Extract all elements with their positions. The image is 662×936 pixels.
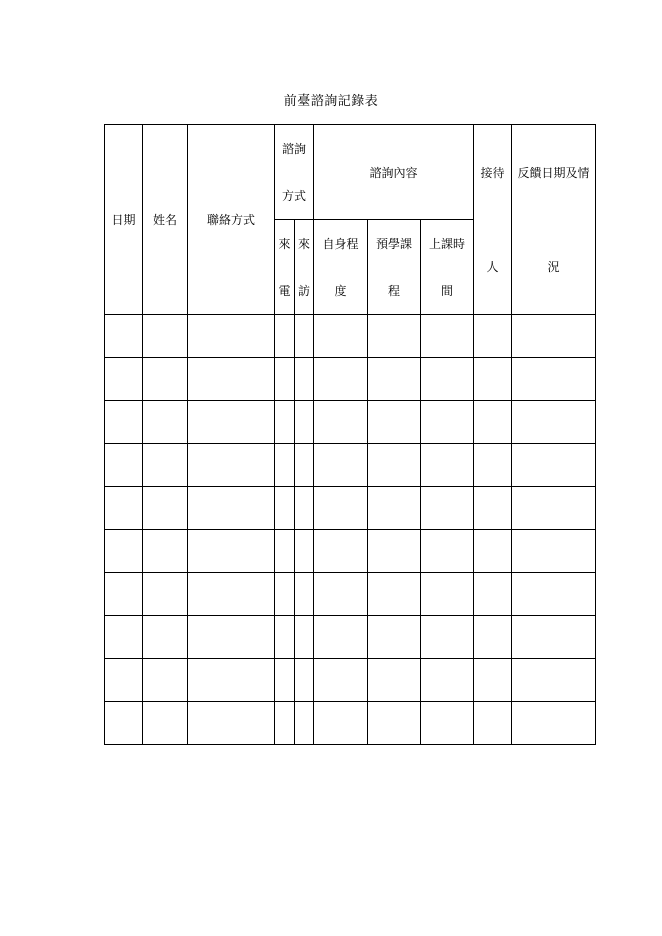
cell-name[interactable]: [143, 315, 188, 358]
header-course-line2: 程: [388, 284, 401, 298]
header-level-line1: 自身程: [322, 237, 359, 251]
header-name: 姓名: [143, 125, 188, 315]
header-time-line2: 間: [441, 284, 454, 298]
table-row: [105, 315, 596, 358]
cell-time[interactable]: [421, 573, 474, 616]
cell-phone[interactable]: [275, 573, 295, 616]
cell-receptionist[interactable]: [474, 530, 512, 573]
header-receptionist: [474, 125, 512, 315]
cell-feedback[interactable]: [512, 530, 596, 573]
header-feedback: [512, 125, 596, 315]
cell-level[interactable]: [314, 358, 368, 401]
table-row: [105, 616, 596, 659]
cell-time[interactable]: [421, 358, 474, 401]
header-visit-line2: 訪: [298, 284, 311, 298]
header-level-line2: 度: [334, 284, 347, 298]
cell-feedback[interactable]: [512, 444, 596, 487]
cell-visit[interactable]: [295, 616, 314, 659]
cell-receptionist[interactable]: [474, 444, 512, 487]
cell-name[interactable]: [143, 702, 188, 745]
cell-contact[interactable]: [188, 401, 275, 444]
cell-receptionist[interactable]: [474, 401, 512, 444]
cell-name[interactable]: [143, 530, 188, 573]
cell-visit[interactable]: [295, 401, 314, 444]
table-row: [105, 401, 596, 444]
header-contact: 聯絡方式: [188, 125, 275, 315]
cell-name[interactable]: [143, 487, 188, 530]
cell-phone[interactable]: [275, 616, 295, 659]
cell-course[interactable]: [368, 573, 421, 616]
cell-level[interactable]: [314, 530, 368, 573]
cell-level[interactable]: [314, 487, 368, 530]
cell-receptionist[interactable]: [474, 659, 512, 702]
page-title: 前臺諮詢記錄表: [283, 94, 379, 109]
header-visit-line1: 來: [298, 237, 311, 251]
cell-feedback[interactable]: [512, 702, 596, 745]
header-feedback-line2: 況: [547, 260, 560, 274]
cell-visit[interactable]: [295, 315, 314, 358]
data-rows: [105, 315, 596, 745]
cell-time[interactable]: [421, 315, 474, 358]
cell-phone[interactable]: [275, 659, 295, 702]
cell-date[interactable]: [105, 702, 143, 745]
cell-receptionist[interactable]: [474, 358, 512, 401]
cell-name[interactable]: [143, 573, 188, 616]
cell-date[interactable]: [105, 659, 143, 702]
header-date: 日期: [105, 125, 143, 315]
cell-feedback[interactable]: [512, 659, 596, 702]
cell-name[interactable]: [143, 444, 188, 487]
cell-date[interactable]: [105, 487, 143, 530]
header-method: [275, 125, 314, 220]
cell-receptionist[interactable]: [474, 487, 512, 530]
cell-phone[interactable]: [275, 401, 295, 444]
cell-level[interactable]: [314, 444, 368, 487]
cell-time[interactable]: [421, 401, 474, 444]
header-course: [368, 220, 421, 315]
header-visit: [295, 220, 314, 315]
cell-course[interactable]: [368, 487, 421, 530]
cell-phone[interactable]: [275, 315, 295, 358]
cell-course[interactable]: [368, 315, 421, 358]
cell-name[interactable]: [143, 401, 188, 444]
cell-level[interactable]: [314, 702, 368, 745]
table-row: [105, 358, 596, 401]
header-row-1: [105, 125, 596, 220]
cell-date[interactable]: [105, 358, 143, 401]
cell-name[interactable]: [143, 659, 188, 702]
cell-contact[interactable]: [188, 530, 275, 573]
cell-receptionist[interactable]: [474, 702, 512, 745]
cell-visit[interactable]: [295, 659, 314, 702]
cell-time[interactable]: [421, 659, 474, 702]
header-receptionist-line2: 人: [486, 260, 499, 274]
cell-visit[interactable]: [295, 702, 314, 745]
cell-level[interactable]: [314, 315, 368, 358]
cell-receptionist[interactable]: [474, 315, 512, 358]
cell-feedback[interactable]: [512, 487, 596, 530]
cell-feedback[interactable]: [512, 616, 596, 659]
cell-phone[interactable]: [275, 702, 295, 745]
header-phone: [275, 220, 295, 315]
cell-contact[interactable]: [188, 616, 275, 659]
table-row: [105, 530, 596, 573]
cell-name[interactable]: [143, 358, 188, 401]
cell-level[interactable]: [314, 573, 368, 616]
header-feedback-line1: 反饋日期及情: [517, 166, 590, 180]
cell-date[interactable]: [105, 315, 143, 358]
cell-contact[interactable]: [188, 444, 275, 487]
cell-time[interactable]: [421, 616, 474, 659]
cell-visit[interactable]: [295, 444, 314, 487]
cell-visit[interactable]: [295, 573, 314, 616]
header-phone-line1: 來: [278, 237, 291, 251]
cell-course[interactable]: [368, 616, 421, 659]
cell-time[interactable]: [421, 444, 474, 487]
cell-time[interactable]: [421, 487, 474, 530]
cell-date[interactable]: [105, 401, 143, 444]
header-method-line2: 方式: [282, 189, 307, 203]
consultation-record-table: [104, 124, 596, 745]
cell-name[interactable]: [143, 616, 188, 659]
cell-contact[interactable]: [188, 659, 275, 702]
cell-time[interactable]: [421, 702, 474, 745]
cell-contact[interactable]: [188, 487, 275, 530]
table-row: [105, 487, 596, 530]
cell-course[interactable]: [368, 530, 421, 573]
cell-phone[interactable]: [275, 444, 295, 487]
cell-phone[interactable]: [275, 530, 295, 573]
header-phone-line2: 電: [278, 284, 291, 298]
cell-contact[interactable]: [188, 358, 275, 401]
cell-visit[interactable]: [295, 487, 314, 530]
cell-contact[interactable]: [188, 702, 275, 745]
cell-receptionist[interactable]: [474, 616, 512, 659]
cell-course[interactable]: [368, 659, 421, 702]
cell-feedback[interactable]: [512, 315, 596, 358]
cell-contact[interactable]: [188, 573, 275, 616]
cell-course[interactable]: [368, 702, 421, 745]
cell-date[interactable]: [105, 616, 143, 659]
cell-phone[interactable]: [275, 358, 295, 401]
cell-date[interactable]: [105, 444, 143, 487]
table-row: [105, 444, 596, 487]
cell-phone[interactable]: [275, 487, 295, 530]
header-method-line1: 諮詢: [282, 142, 307, 156]
table-row: [105, 573, 596, 616]
header-receptionist-line1: 接待: [480, 166, 505, 180]
cell-time[interactable]: [421, 530, 474, 573]
cell-date[interactable]: [105, 573, 143, 616]
cell-receptionist[interactable]: [474, 573, 512, 616]
cell-visit[interactable]: [295, 530, 314, 573]
cell-feedback[interactable]: [512, 573, 596, 616]
table-row: [105, 659, 596, 702]
cell-visit[interactable]: [295, 358, 314, 401]
header-course-line1: 預學課: [376, 237, 413, 251]
header-content: 諮詢內容: [314, 125, 474, 220]
table-row: [105, 702, 596, 745]
cell-level[interactable]: [314, 616, 368, 659]
cell-feedback[interactable]: [512, 401, 596, 444]
cell-course[interactable]: [368, 444, 421, 487]
cell-course[interactable]: [368, 401, 421, 444]
cell-date[interactable]: [105, 530, 143, 573]
cell-course[interactable]: [368, 358, 421, 401]
cell-feedback[interactable]: [512, 358, 596, 401]
header-time-line1: 上課時: [429, 237, 466, 251]
cell-level[interactable]: [314, 401, 368, 444]
cell-contact[interactable]: [188, 315, 275, 358]
header-time: [421, 220, 474, 315]
cell-level[interactable]: [314, 659, 368, 702]
header-level: [314, 220, 368, 315]
